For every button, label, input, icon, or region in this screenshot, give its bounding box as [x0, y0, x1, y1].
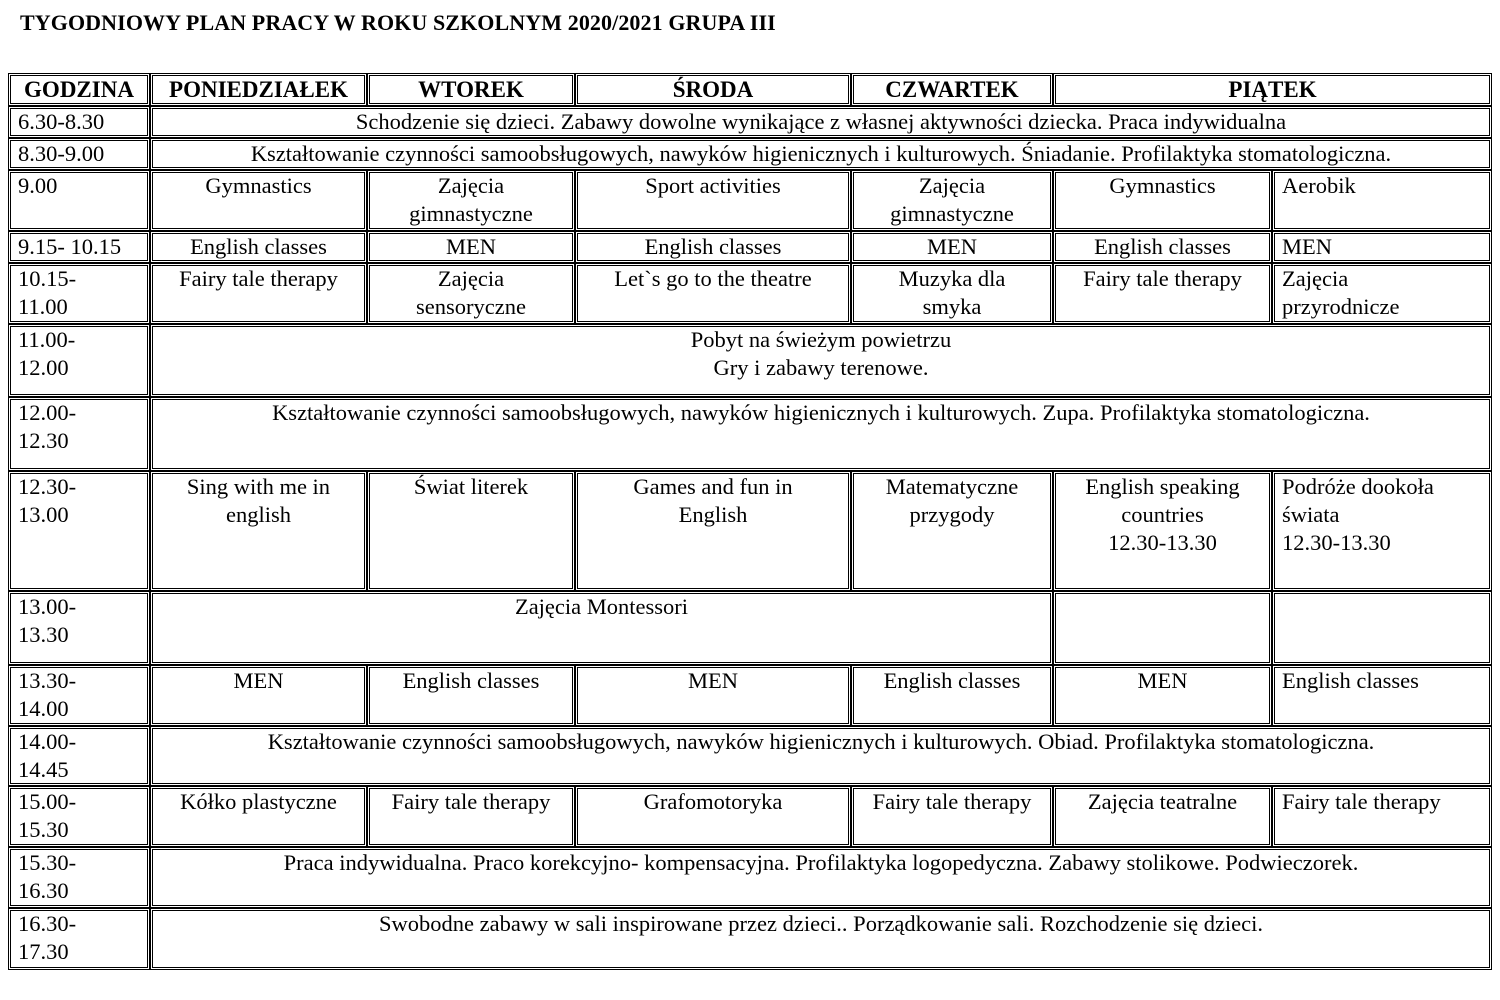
activity-cell: Podróże dookoła świata 12.30-13.30 — [1272, 471, 1492, 591]
activity-cell: Grafomotoryka — [575, 786, 851, 847]
activity-cell: Zajęcia przyrodnicze — [1272, 263, 1492, 324]
time-cell: 15.00- 15.30 — [8, 786, 150, 847]
time-cell: 8.30-9.00 — [8, 138, 150, 170]
activity-cell: MEN — [575, 665, 851, 726]
activity-cell: Fairy tale therapy — [1272, 786, 1492, 847]
activity-cell: Gymnastics — [150, 170, 367, 231]
activity-cell: English classes — [1272, 665, 1492, 726]
time-cell: 12.00- 12.30 — [8, 397, 150, 471]
time-cell: 16.30- 17.30 — [8, 908, 150, 970]
merged-activity-cell: Praca indywidualna. Praco korekcyjno- kompensacyjna. Profilaktyka logopedyczna. Zabawy stolikowe. Podwieczorek. — [150, 847, 1492, 908]
header-czwartek: CZWARTEK — [851, 73, 1053, 106]
activity-cell: English classes — [367, 665, 575, 726]
activity-cell: Sing with me in english — [150, 471, 367, 591]
merged-activity-cell: Schodzenie się dzieci. Zabawy dowolne wynikające z własnej aktywności dziecka. Praca indywidualna — [150, 106, 1492, 138]
header-poniedzialek: PONIEDZIAŁEK — [150, 73, 367, 106]
page-title: TYGODNIOWY PLAN PRACY W ROKU SZKOLNYM 2020/2021 GRUPA III — [20, 10, 776, 35]
activity-cell: Games and fun in English — [575, 471, 851, 591]
activity-cell: Zajęcia teatralne — [1053, 786, 1272, 847]
activity-cell: Fairy tale therapy — [1053, 263, 1272, 324]
merged-activity-cell: Zajęcia Montessori — [150, 591, 1053, 665]
empty-cell — [1272, 591, 1492, 665]
activity-cell: Zajęcia gimnastyczne — [851, 170, 1053, 231]
activity-cell: English classes — [575, 231, 851, 263]
activity-cell: English classes — [150, 231, 367, 263]
activity-cell: Muzyka dla smyka — [851, 263, 1053, 324]
time-cell: 13.30- 14.00 — [8, 665, 150, 726]
time-cell: 12.30- 13.00 — [8, 471, 150, 591]
activity-cell: English speaking countries 12.30-13.30 — [1053, 471, 1272, 591]
activity-cell: Kółko plastyczne — [150, 786, 367, 847]
empty-cell — [1053, 591, 1272, 665]
activity-cell: English classes — [1053, 231, 1272, 263]
activity-cell: Zajęcia sensoryczne — [367, 263, 575, 324]
activity-cell: Sport activities — [575, 170, 851, 231]
merged-activity-cell: Swobodne zabawy w sali inspirowane przez dzieci.. Porządkowanie sali. Rozchodzenie się dzieci. — [150, 908, 1492, 970]
time-cell: 13.00- 13.30 — [8, 591, 150, 665]
time-cell: 10.15- 11.00 — [8, 263, 150, 324]
time-cell: 15.30- 16.30 — [8, 847, 150, 908]
activity-cell: Fairy tale therapy — [367, 786, 575, 847]
activity-cell: Gymnastics — [1053, 170, 1272, 231]
activity-cell: English classes — [851, 665, 1053, 726]
merged-activity-cell: Kształtowanie czynności samoobsługowych, nawyków higienicznych i kulturowych. Obiad. Profilaktyka stomatologiczna. — [150, 726, 1492, 786]
activity-cell: Let`s go to the theatre — [575, 263, 851, 324]
activity-cell: Matematyczne przygody — [851, 471, 1053, 591]
header-sroda: ŚRODA — [575, 73, 851, 106]
time-cell: 9.00 — [8, 170, 150, 231]
activity-cell: MEN — [150, 665, 367, 726]
activity-cell: MEN — [851, 231, 1053, 263]
time-cell: 14.00- 14.45 — [8, 726, 150, 786]
time-cell: 6.30-8.30 — [8, 106, 150, 138]
schedule-table — [8, 73, 1492, 970]
activity-cell: MEN — [367, 231, 575, 263]
header-wtorek: WTOREK — [367, 73, 575, 106]
activity-cell: Fairy tale therapy — [851, 786, 1053, 847]
merged-activity-cell: Kształtowanie czynności samoobsługowych, nawyków higienicznych i kulturowych. Zupa. Profilaktyka stomatologiczna. — [150, 397, 1492, 471]
activity-cell: MEN — [1272, 231, 1492, 263]
activity-cell: Zajęcia gimnastyczne — [367, 170, 575, 231]
activity-cell: Aerobik — [1272, 170, 1492, 231]
activity-cell: Fairy tale therapy — [150, 263, 367, 324]
activity-cell: Świat literek — [367, 471, 575, 591]
merged-activity-cell: Pobyt na świeżym powietrzu Gry i zabawy terenowe. — [150, 324, 1492, 397]
time-cell: 11.00- 12.00 — [8, 324, 150, 397]
header-piatek: PIĄTEK — [1053, 73, 1492, 106]
merged-activity-cell: Kształtowanie czynności samoobsługowych, nawyków higienicznych i kulturowych. Śniadanie. Profilaktyka stomatologiczna. — [150, 138, 1492, 170]
activity-cell: MEN — [1053, 665, 1272, 726]
time-cell: 9.15- 10.15 — [8, 231, 150, 263]
header-godzina: GODZINA — [8, 73, 150, 106]
